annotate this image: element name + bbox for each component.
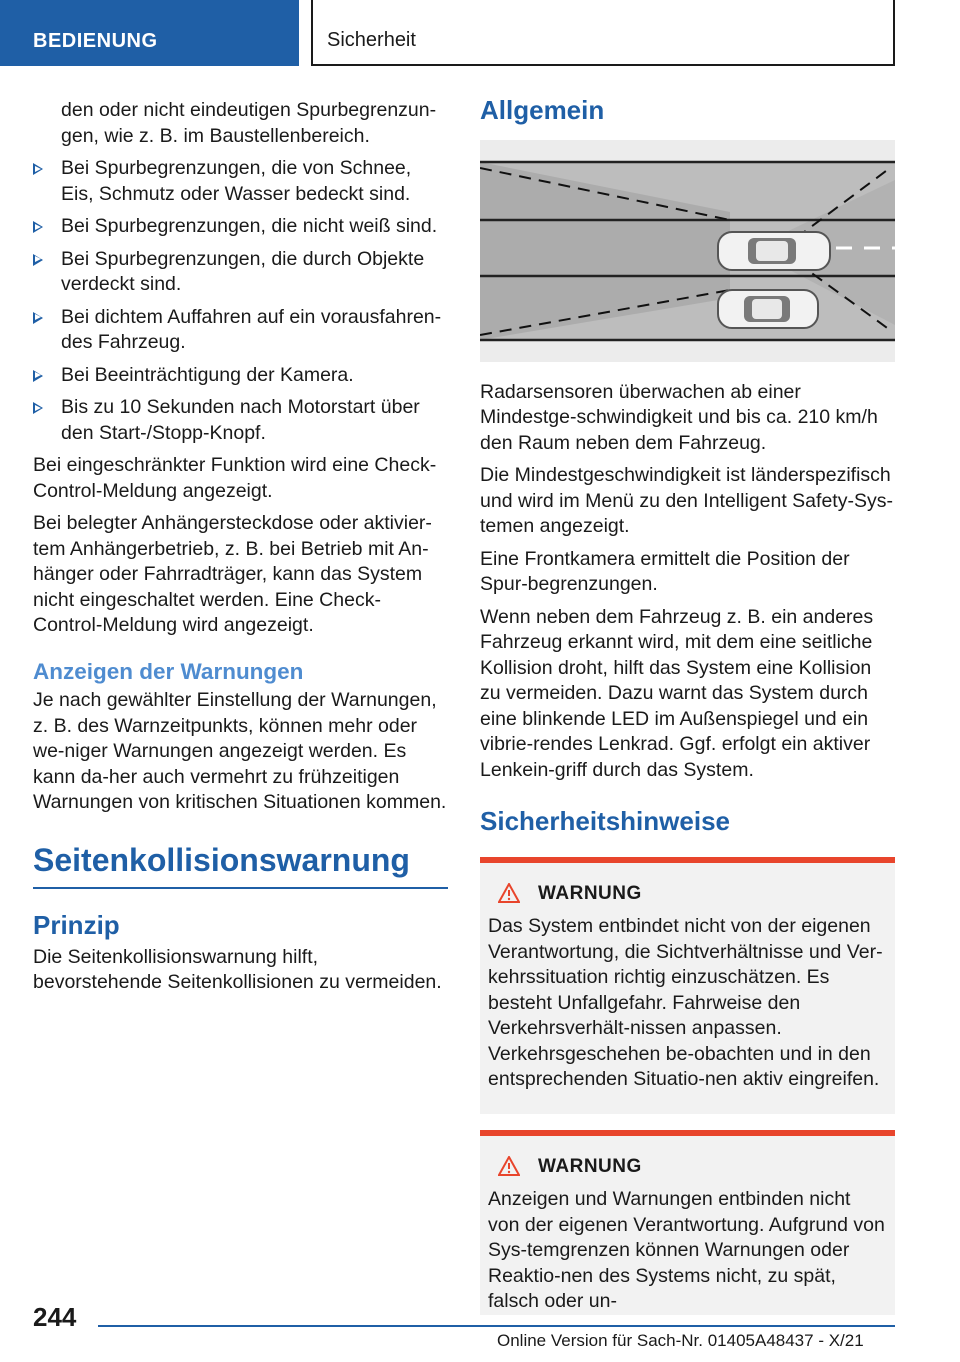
page-title: Seitenkollisionswarnung	[33, 848, 448, 890]
page-number: 244	[33, 1302, 77, 1332]
bullet-continuation: den oder nicht eindeutigen Spurbegrenzun-gen, wie z. B. im Baustellenbereich.	[61, 99, 437, 147]
heading-warnings: Anzeigen der Warnungen	[33, 658, 304, 684]
limitation-list	[33, 156, 448, 446]
bullet-triangle-icon	[33, 370, 43, 382]
paragraph-principle: Die Seitenkollisionswarnung hilft, bevorstehende Seitenkollisionen zu vermeiden.	[33, 945, 442, 993]
warning-triangle-icon	[498, 1156, 520, 1176]
right-column	[480, 95, 895, 1322]
list-item: Bei dichtem Auffahren auf ein vorausfahren-des Fahrzeug.	[33, 305, 448, 356]
warning-triangle-icon	[498, 883, 520, 903]
paragraph-collision: Wenn neben dem Fahrzeug z. B. ein anderes Fahrzeug erkannt wird, mit dem eine seitliche Kollision droht, hilft das System eine Kollision zu vermeiden. Dazu warnt das System durch eine blinkende LED im Außenspiegel und ein vibrie-rendes Lenkrad. Ggf. erfolgt ein aktiver Lenkein-griff durch das System.	[480, 605, 874, 781]
footer-divider	[98, 1325, 895, 1327]
car-icon	[718, 290, 818, 328]
bullet-triangle-icon	[33, 402, 43, 414]
warning-label: WARNUNG	[538, 1155, 642, 1177]
paragraph-radar: Radarsensoren überwachen ab einer Mindestge-schwindigkeit und bis ca. 210 km/h den Raum neben dem Fahrzeug.	[480, 380, 878, 454]
warning-text: Das System entbindet nicht von der eigenen Verantwortung, die Sichtverhältnisse und Ver-kehrssituation richtig einzuschätzen. Es besteht Unfallgefahr. Fahrweise den Verkehrsverhält-nissen anpassen. Verkehrsgeschehen be-obachten und in den entsprechenden Situatio-nen aktiv eingreifen.	[488, 915, 883, 1090]
list-item: Bei Spurbegrenzungen, die nicht weiß sind.	[33, 214, 448, 240]
bullet-triangle-icon	[33, 254, 43, 266]
road-radar-diagram	[480, 140, 895, 362]
warning-box	[480, 1130, 895, 1315]
section-title: BEDIENUNG	[33, 30, 158, 52]
list-item: Bei Spurbegrenzungen, die von Schnee, Eis, Schmutz oder Wasser bedeckt sind.	[33, 156, 448, 207]
section-tab	[0, 0, 299, 66]
paragraph-check-control: Bei eingeschränkter Funktion wird eine Check-Control-Meldung angezeigt.	[33, 454, 437, 502]
heading-safety: Sicherheitshinweise	[480, 806, 730, 836]
paragraph-trailer: Bei belegter Anhängersteckdose oder aktivier-tem Anhängerbetrieb, z. B. bei Betrieb mit An-hänger oder Fahrradträger, kann das System nicht eingeschaltet werden. Eine Check-Control-Meldung wird angezeigt.	[33, 512, 432, 636]
chapter-title: Sicherheit	[327, 29, 416, 51]
list-item: Bei Spurbegrenzungen, die durch Objekte verdeckt sind.	[33, 247, 448, 298]
list-item: Bis zu 10 Sekunden nach Motorstart über den Start-/Stopp-Knopf.	[33, 395, 448, 446]
bullet-triangle-icon	[33, 312, 43, 324]
footer-online-version: Online Version für Sach-Nr. 01405A48437 - X/21	[497, 1331, 864, 1350]
paragraph-min-speed: Die Mindestgeschwindigkeit ist länderspezifisch und wird im Menü zu den Intelligent Safety-Sys-temen angezeigt.	[480, 464, 893, 537]
bullet-triangle-icon	[33, 163, 43, 175]
bullet-triangle-icon	[33, 221, 43, 233]
heading-principle: Prinzip	[33, 910, 120, 940]
warning-box	[480, 857, 895, 1114]
heading-general: Allgemein	[480, 95, 605, 125]
paragraph-warnings: Je nach gewählter Einstellung der Warnungen, z. B. des Warnzeitpunkts, können mehr oder we-niger Warnungen angezeigt werden. Es kann da-her auch vermehrt zu frühzeitigen Warnungen von kritischen Situationen kommen.	[33, 689, 447, 813]
radar-illustration	[480, 140, 895, 362]
chapter-tab	[311, 0, 895, 66]
left-column	[33, 98, 448, 1003]
warning-label: WARNUNG	[538, 882, 642, 904]
paragraph-camera: Eine Frontkamera ermittelt die Position der Spur-begrenzungen.	[480, 547, 850, 595]
warning-text: Anzeigen und Warnungen entbinden nicht von der eigenen Verantwortung. Aufgrund von Sys-temgrenzen können Warnungen oder Reaktio-nen des Systems nicht, zu spät, falsch oder un-	[488, 1188, 885, 1312]
list-item: Bei Beeinträchtigung der Kamera.	[33, 363, 448, 389]
car-icon	[718, 232, 830, 270]
